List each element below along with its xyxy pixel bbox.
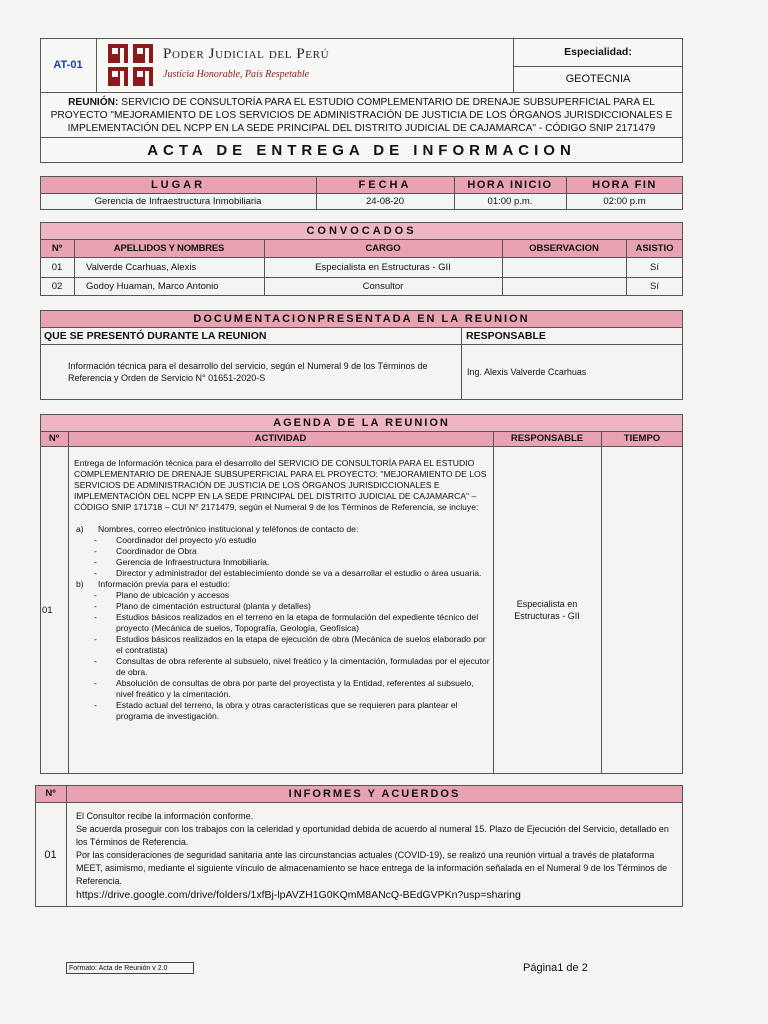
convocado-nombre: Valverde Ccarhuas, Alexis — [86, 261, 197, 273]
agenda-a-text: Nombres, correo electrónico institucional y teléfonos de contacto de: — [98, 524, 359, 534]
documentacion-header-resp: RESPONSABLE — [466, 329, 546, 342]
documentacion-title: DOCUMENTACIONPRESENTADA EN LA REUNION — [193, 312, 530, 325]
convocado-nombre: Godoy Huaman, Marco Antonio — [86, 281, 219, 292]
agenda-b-marker: b) — [76, 579, 84, 589]
convocado-asistio: Sí — [650, 281, 659, 292]
convocado-num: 01 — [51, 261, 63, 273]
agenda-b-text: Información previa para el estudio: — [98, 579, 230, 589]
agenda-actividad — [74, 458, 490, 722]
place-header-inicio: HORA INICIO — [467, 178, 553, 191]
list-item: - Estudios básicos realizados en el terreno en la etapa de formulación del expediente técnico del proyecto (Mecánica de suelos, Topografía, Geología, Geofísica) — [94, 612, 479, 633]
convocado-cargo: Especialista en Estructuras - GII — [315, 261, 451, 273]
document-title: ACTA DE ENTREGA DE INFORMACION — [147, 141, 576, 159]
agenda-header-tiempo: TIEMPO — [623, 433, 661, 444]
convocados-header-obs: OBSERVACION — [529, 242, 599, 254]
list-item: - Gerencia de Infraestructura Inmobiliaria. — [94, 557, 270, 567]
list-item: - Coordinador de Obra — [94, 546, 197, 556]
list-item: - Estudios básicos realizados en la etapa de ejecución de obra (Mecánica de suelos elaborado por el contratista) — [94, 634, 486, 655]
place-hora-inicio: 01:00 p.m. — [487, 196, 533, 207]
place-header-fecha: FECHA — [358, 178, 412, 191]
documentacion-header-que: QUE SE PRESENTÓ DURANTE LA REUNION — [44, 329, 267, 342]
list-item: - Director y administrador del establecimiento donde se va a desarrollar el estudio o área usuaria. — [94, 568, 482, 578]
convocado-num: 02 — [51, 281, 63, 292]
org-tagline: Justicia Honorable, País Respetable — [163, 69, 310, 80]
agenda-intro: Entrega de Información técnica para el desarrollo del SERVICIO DE CONSULTORÍA PARA EL ESTUDIO COMPLEMENTARIO DE DRENAJE SUBSUPERFICIAL PARA EL PROYECTO: "MEJORAMIENTO DE LOS SERVICIOS DE ADMINISTRACIÓN DE JUSTICIA DE LOS ÓRGANOS JURISDICCIONALES E IMPLEMENTACIÓN DEL NCPP EN LA SEDE PRINCIPAL DEL DISTRITO JUDICIAL DE CAJAMARCA" – CÓDIGO SNIP 171718 – CUI N° 2171479, según el Numeral 9 de los Términos de Referencia, se incluye: — [74, 458, 487, 512]
list-item: - Coordinador del proyecto y/o estudio — [94, 535, 257, 545]
agenda-num: 01 — [42, 604, 53, 616]
convocado-cargo: Consultor — [362, 281, 404, 292]
list-item: - Plano de cimentación estructural (planta y detalles) — [94, 601, 311, 611]
informe-link[interactable]: https://drive.google.com/drive/folders/1xfBj-lpAVZH1G0KQmM8ANcQ-BEdGVPKn?usp=sharing — [76, 889, 521, 901]
place-fecha: 24-08-20 — [365, 196, 405, 207]
convocados-header-asistio: ASISTIO — [635, 242, 674, 254]
informe-p3: Por las consideraciones de seguridad sanitaria ante las circunstancias actuales (COVID-19), se realizó una reunión virtual a través de plataforma MEET, asimismo, mediante el siguiente vínculo de almacenamiento se hace entrega de la información señalada en el Numeral 9 de los Términos de Referencia. — [76, 850, 668, 886]
document-code: AT-01 — [53, 59, 83, 71]
list-item: - Plano de ubicación y accesos — [94, 590, 230, 600]
place-hora-fin: 02:00 p.m — [603, 196, 646, 207]
informes-content — [76, 810, 676, 903]
list-item: - Absolución de consultas de obra por parte del proyectista y la Entidad, referentes al subsuelo, nivel freático y la cimentación. — [94, 678, 474, 699]
agenda-header-responsable: RESPONSABLE — [510, 433, 584, 444]
meeting-description: REUNIÓN: SERVICIO DE CONSULTORÍA PARA EL ESTUDIO COMPLEMENTARIO DE DRENAJE SUBSUPERFICIAL PARA EL PROYECTO "MEJORAMIENTO DE LOS SERVICIOS DE ADMINISTRACIÓN DE JUSTICIA DE LOS ÓRGANOS JURISDICCIONALES E IMPLEMENTACIÓN DEL NCPP EN LA SEDE PRINCIPAL DEL DISTRITO JUDICIAL DE CAJAMARCA" - CÓDIGO SNIP 2171479 — [50, 96, 673, 134]
agenda-title: AGENDA DE LA REUNION — [273, 416, 450, 429]
agenda-tiempo — [601, 446, 683, 774]
convocados-header-num: Nº — [51, 242, 63, 254]
agenda-a-marker: a) — [76, 524, 84, 534]
convocado-asistio: Sí — [650, 261, 659, 273]
place-lugar: Gerencia de Infraestructura Inmobiliaria — [94, 196, 262, 207]
page-number: Página1 de 2 — [523, 962, 588, 974]
agenda-header-num: Nº — [48, 433, 60, 444]
agenda-header-actividad: ACTIVIDAD — [254, 433, 307, 444]
place-header-lugar: LUGAR — [150, 178, 206, 191]
place-header-fin: HORA FIN — [592, 178, 657, 191]
specialty-label: Especialidad: — [564, 46, 632, 58]
documentacion-texto: Información técnica para el desarrollo del servicio, según el Numeral 9 de los Términos de Referencia y Orden de Servicio N° 01651-2020-S — [68, 361, 428, 383]
convocado-obs — [502, 257, 626, 277]
informe-p1: El Consultor recibe la información conforme. — [76, 811, 254, 821]
convocados-header-nombres: APELLIDOS Y NOMBRES — [113, 242, 225, 254]
format-label: Formato: Acta de Reunión v 2.0 — [66, 962, 194, 974]
list-item: - Estado actual del terreno, la obra y otras características que se requieren para plantear el programa de investigación. — [94, 700, 458, 721]
informe-p2: Se acuerda proseguir con los trabajos con la celeridad y oportunidad debida de acuerdo al numeral 15. Plazo de Ejecución del Servicio, detallado en los Términos de Referencia. — [76, 824, 669, 847]
documentacion-responsable: Ing. Alexis Valverde Ccarhuas — [467, 367, 587, 377]
org-name: Poder Judicial del Perú — [163, 46, 330, 62]
informes-header-num: Nº — [45, 788, 56, 799]
convocado-obs — [502, 277, 626, 296]
list-item: - Consultas de obra referente al subsuelo, nivel freático y la cimentación, formuladas por el ejecutor de obra. — [94, 656, 490, 677]
convocados-header-cargo: CARGO — [365, 242, 401, 254]
specialty-value: GEOTECNIA — [565, 73, 631, 85]
pj-logo-icon — [106, 42, 156, 88]
agenda-responsable: Especialista en Estructuras - GII — [514, 599, 580, 621]
informes-num: 01 — [44, 848, 57, 861]
informes-title: INFORMES Y ACUERDOS — [288, 787, 461, 800]
convocados-title: CONVOCADOS — [306, 224, 417, 237]
